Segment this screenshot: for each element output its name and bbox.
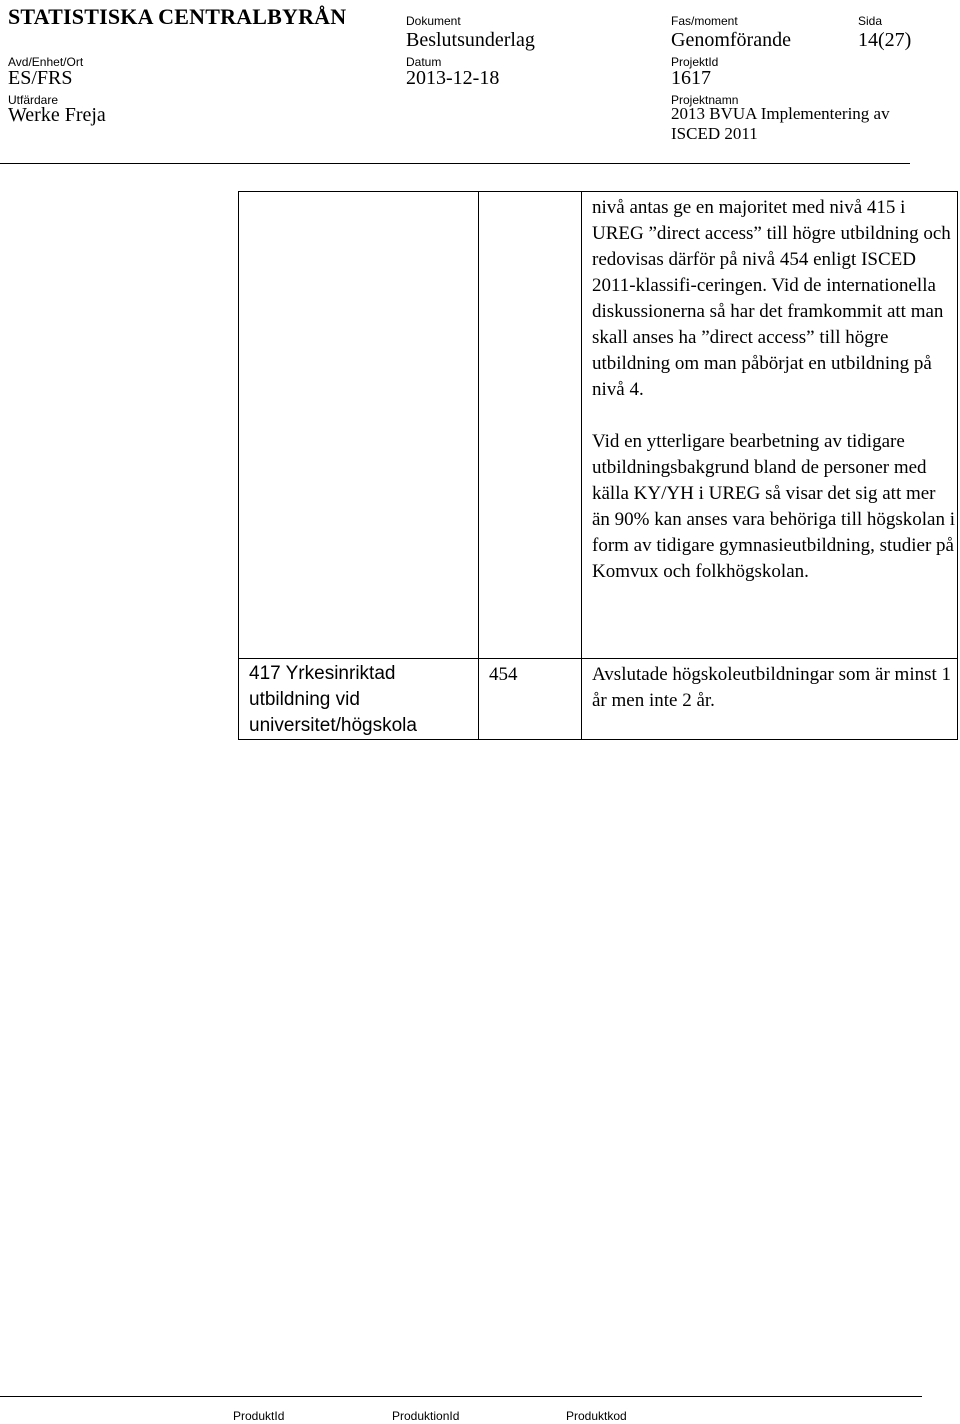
avd-enhet-ort-value: ES/FRS bbox=[8, 67, 73, 89]
sida-label: Sida bbox=[858, 14, 883, 28]
projektid-value: 1617 bbox=[671, 67, 711, 89]
table-cell-code bbox=[239, 192, 479, 659]
sida-value: 14(27) bbox=[858, 29, 912, 51]
fas-moment-label: Fas/moment bbox=[671, 14, 738, 28]
utfardare-value: Werke Freja bbox=[8, 104, 106, 126]
fas-moment-value: Genomförande bbox=[671, 29, 791, 51]
utfardare-label: Utfärdare bbox=[8, 93, 59, 107]
projektid-label: ProjektId bbox=[671, 55, 719, 69]
table-row bbox=[239, 659, 958, 740]
datum-value: 2013-12-18 bbox=[406, 67, 500, 89]
header-divider bbox=[0, 163, 910, 164]
table-cell-code bbox=[239, 659, 479, 740]
table-cell-level bbox=[479, 192, 582, 659]
table-cell-level: 454 bbox=[479, 659, 582, 740]
table-cell-comment bbox=[582, 192, 958, 659]
datum-label: Datum bbox=[406, 55, 442, 69]
projektnamn-label: Projektnamn bbox=[671, 93, 739, 107]
table-cell-comment: Avslutade högskoleutbildningar som är minst 1 år men inte 2 år. bbox=[582, 659, 958, 740]
code-line: 417 Yrkesinriktad bbox=[249, 663, 396, 684]
comment-paragraph: nivå antas ge en majoritet med nivå 415 i UREG ”direct access” till högre utbildning och redovisas därför på nivå 454 enligt ISCED 2011-klassifi-ceringen. Vid de internationella diskussionerna så har det framkommit att man skall anses ha ”direct access” till högre utbildning om man påbörjat en utbildning på nivå 4. bbox=[592, 197, 951, 400]
table-row bbox=[239, 192, 958, 659]
projektnamn-line-1: 2013 BVUA Implementering av bbox=[671, 104, 890, 123]
produktkod-label: Produktkod bbox=[566, 1409, 627, 1423]
avd-enhet-ort-label: Avd/Enhet/Ort bbox=[8, 55, 84, 69]
produktionid-label: ProduktionId bbox=[392, 1409, 460, 1423]
dokument-label: Dokument bbox=[406, 14, 461, 28]
classification-table bbox=[238, 191, 958, 740]
comment-paragraph: Vid en ytterligare bearbetning av tidigare utbildningsbakgrund bland de personer med källa KY/YH i UREG så visar det sig att mer än 90% kan anses vara behöriga till högskolan i form av tidigare gymnasieutbildning, studier på Komvux och folkhögskolan. bbox=[592, 431, 956, 582]
footer-divider bbox=[0, 1396, 922, 1397]
dokument-value: Beslutsunderlag bbox=[406, 29, 535, 51]
code-line: utbildning vid bbox=[249, 689, 360, 710]
produktid-label: ProduktId bbox=[233, 1409, 285, 1423]
organization-name: STATISTISKA CENTRALBYRÅN bbox=[8, 4, 347, 29]
projektnamn-line-2: ISCED 2011 bbox=[671, 124, 758, 143]
code-line: universitet/högskola bbox=[249, 715, 417, 736]
